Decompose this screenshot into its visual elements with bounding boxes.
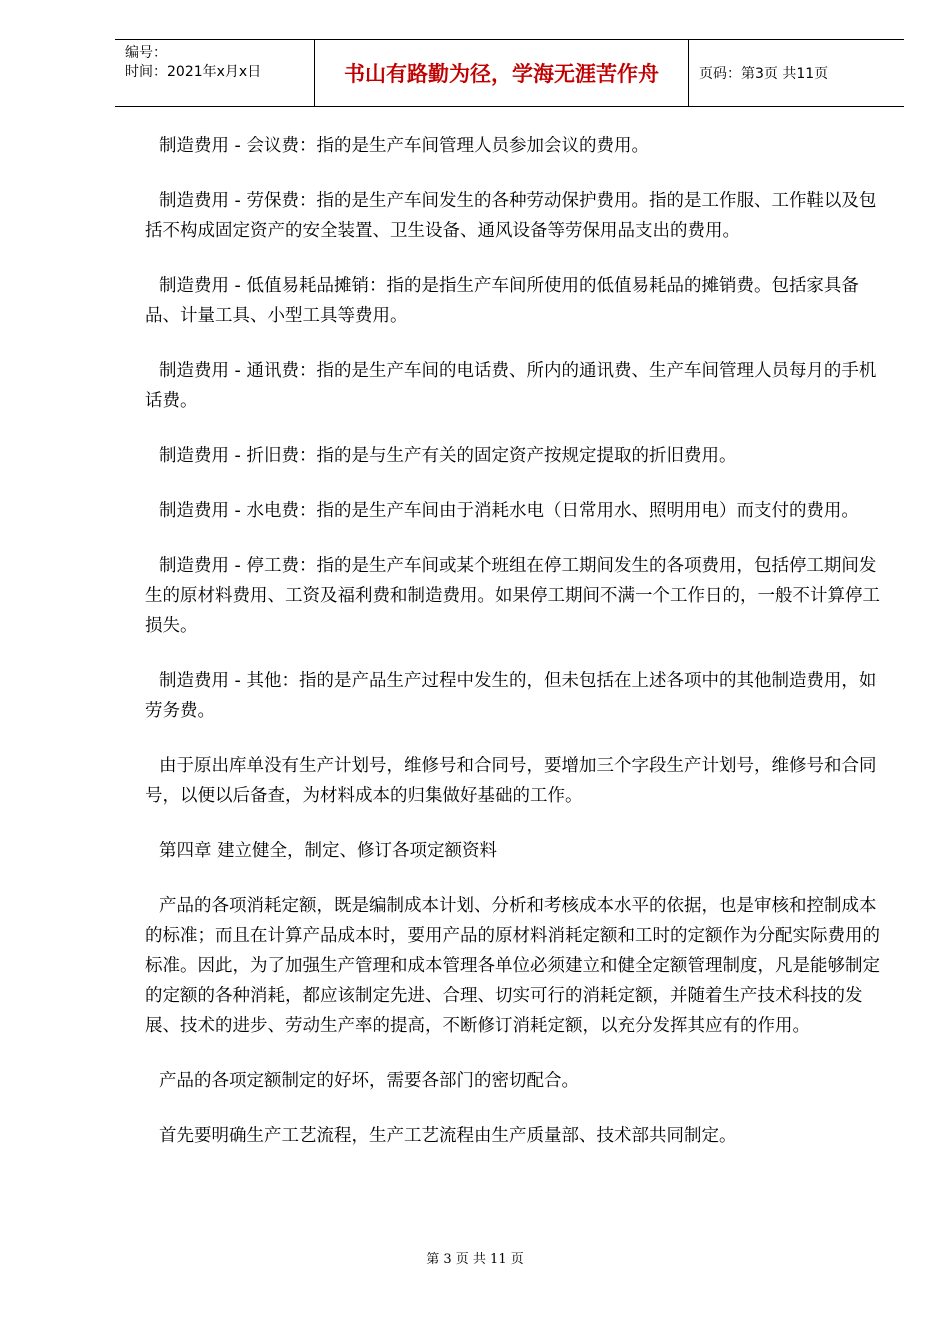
paragraph: 产品的各项消耗定额，既是编制成本计划、分析和考核成本水平的依据，也是审核和控制成本的标准；而且在计算产品成本时，要用产品的原材料消耗定额和工时的定额作为分配实际费用的标准。因此，为了加强生产管理和成本管理各单位必须建立和健全定额管理制度，凡是能够制定的定额的各种消耗，都应该制定先进、合理、切实可行的消耗定额，并随着生产技术科技的发展、技术的进步、劳动生产率的提高，不断修订消耗定额，以充分发挥其应有的作用。 <box>145 896 880 1036</box>
paragraph: 制造费用 - 通讯费：指的是生产车间的电话费、所内的通讯费、生产车间管理人员每月的手机话费。 <box>145 361 877 411</box>
header-motto: 书山有路勤为径，学海无涯苦作舟 <box>315 40 689 106</box>
document-number-label: 编号： <box>125 45 167 61</box>
paragraph: 制造费用 - 劳保费：指的是生产车间发生的各种劳动保护费用。指的是工作服、工作鞋以及包括不构成固定资产的安全装置、卫生设备、通风设备等劳保用品支出的费用。 <box>145 191 877 241</box>
header-meta <box>115 40 315 106</box>
document-body <box>145 131 890 1176</box>
page-footer: 第 3 页 共 11 页 <box>426 1252 524 1267</box>
chapter-heading: 第四章 建立健全，制定、修订各项定额资料 <box>159 841 498 861</box>
header-page-info: 页码：第3页 共11页 <box>699 66 829 82</box>
paragraph: 制造费用 - 水电费：指的是生产车间由于消耗水电（日常用水、照明用电）而支付的费用。 <box>159 501 859 521</box>
paragraph: 制造费用 - 低值易耗品摊销：指的是指生产车间所使用的低值易耗品的摊销费。包括家具备品、计量工具、小型工具等费用。 <box>145 276 859 326</box>
paragraph: 产品的各项定额制定的好坏，需要各部门的密切配合。 <box>159 1071 579 1091</box>
paragraph: 制造费用 - 其他：指的是产品生产过程中发生的，但未包括在上述各项中的其他制造费用，如劳务费。 <box>145 671 877 721</box>
paragraph: 制造费用 - 停工费：指的是生产车间或某个班组在停工期间发生的各项费用，包括停工期间发生的原材料费用、工资及福利费和制造费用。如果停工期间不满一个工作日的，一般不计算停工损失。 <box>145 556 880 636</box>
paragraph: 制造费用 - 会议费：指的是生产车间管理人员参加会议的费用。 <box>159 136 649 156</box>
paragraph: 由于原出库单没有生产计划号，维修号和合同号，要增加三个字段生产计划号，维修号和合同号，以便以后备查，为材料成本的归集做好基础的工作。 <box>145 756 877 806</box>
paragraph: 制造费用 - 折旧费：指的是与生产有关的固定资产按规定提取的折旧费用。 <box>159 446 737 466</box>
document-time-label: 时间：2021年x月x日 <box>125 64 262 80</box>
page-header <box>115 39 904 107</box>
paragraph: 首先要明确生产工艺流程，生产工艺流程由生产质量部、技术部共同制定。 <box>159 1126 737 1146</box>
